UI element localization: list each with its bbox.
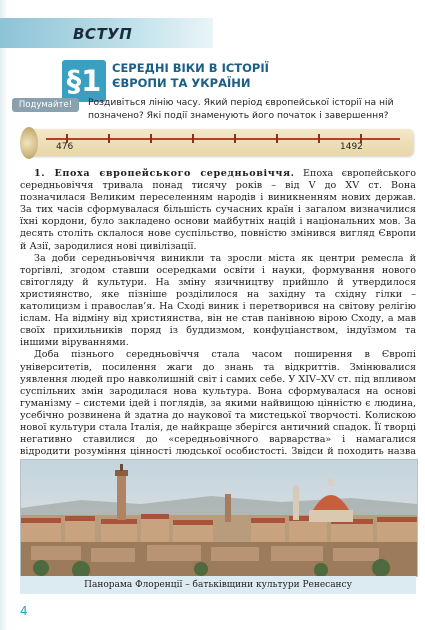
timeline-tick — [108, 134, 110, 143]
city-panorama-illustration — [21, 460, 417, 576]
paragraph-text: Епоха європейського середньовіччя тривала понад тисячу років – від V до XV ст. Вона позначилася Великим переселенням народів і виникненням нових держав. За тих часів сформувалася більшість сучасних країн і загалом визначилися їхні кордони, було закладено основи майбутніх націй і національних мов. За десять століть склалося нове суспільство, повністю змінився вигляд Європи й Азії, зародилися нові цивілізації. — [20, 168, 416, 252]
paragraph — [20, 349, 416, 470]
section-title: СЕРЕДНІ ВІКИ В ІСТОРІЇ ЄВРОПИ ТА УКРАЇНИ — [112, 61, 269, 90]
timeline-tick — [150, 134, 152, 143]
page-edge-stripe — [0, 0, 8, 630]
timeline-tick — [276, 134, 278, 143]
chapter-title: ВСТУП — [73, 25, 133, 43]
florence-panorama-image — [20, 459, 418, 577]
main-text — [20, 168, 416, 470]
paragraph: За доби середньовіччя виникли та зросли міста як центри ремесла й торгівлі, згодом ставши осередками освіти і науки, формування нового світогляду й культури. На зміну язичництву прийшло й утвердилося християнство, яке пізніше розділилося на західну та східну гілки – католицизм і православ’я. На Сході виник і перетворився на світову релігію іслам. На відміну від християнства, він не став панівною вірою Сходу, а мав своїх прихильників поряд із буддизмом, конфуціанством, індуїзмом та іншими віруваннями. — [20, 252, 416, 349]
timeline-tick — [192, 134, 194, 143]
think-task — [12, 96, 416, 126]
paragraph-text: Доба пізнього середньовіччя стала часом поширення в Європі університетів, посилення жаги до знань та відкриттів. Змінювалися уявлення людей про навколишній світ і самих себе. У XIV–XV ст. під впливом суспільних змін зародилася нова культура. Вона сформувалася на основі гуманізму – системи ідей і поглядів, за якими найвищою цінністю є людина, усебічно розвинена й здатна до наукової та мистецької творчості. Колискою нової культури стала Італія, де найкраще зберігся античний спадок. Її творці негативно ставилися до «середньовічного варварства» і намагалися відродити розуміння цінності людської особистості. Звідси й походить назва — [20, 349, 416, 458]
timeline-end-year: 1492 — [340, 142, 363, 152]
scroll-roll-icon — [20, 127, 38, 159]
page-number: 4 — [20, 604, 28, 618]
paragraph — [20, 168, 416, 253]
think-label: Подумайте! — [12, 98, 79, 112]
timeline-tick — [234, 134, 236, 143]
timeline-start-year: 476 — [56, 142, 74, 152]
think-question: Роздивіться лінію часу. Який період європейської історії на ній позначено? Які події знаменують його початок і завершення? — [88, 97, 394, 121]
figure-caption: Панорама Флоренції – батьківщини культури Ренесансу — [20, 576, 416, 594]
timeline-axis — [46, 138, 400, 140]
subsection-heading: 1. Епоха європейського середньовіччя. — [34, 168, 295, 179]
section-number-badge: §1 — [62, 60, 106, 102]
timeline-tick — [318, 134, 320, 143]
timeline — [20, 127, 416, 159]
